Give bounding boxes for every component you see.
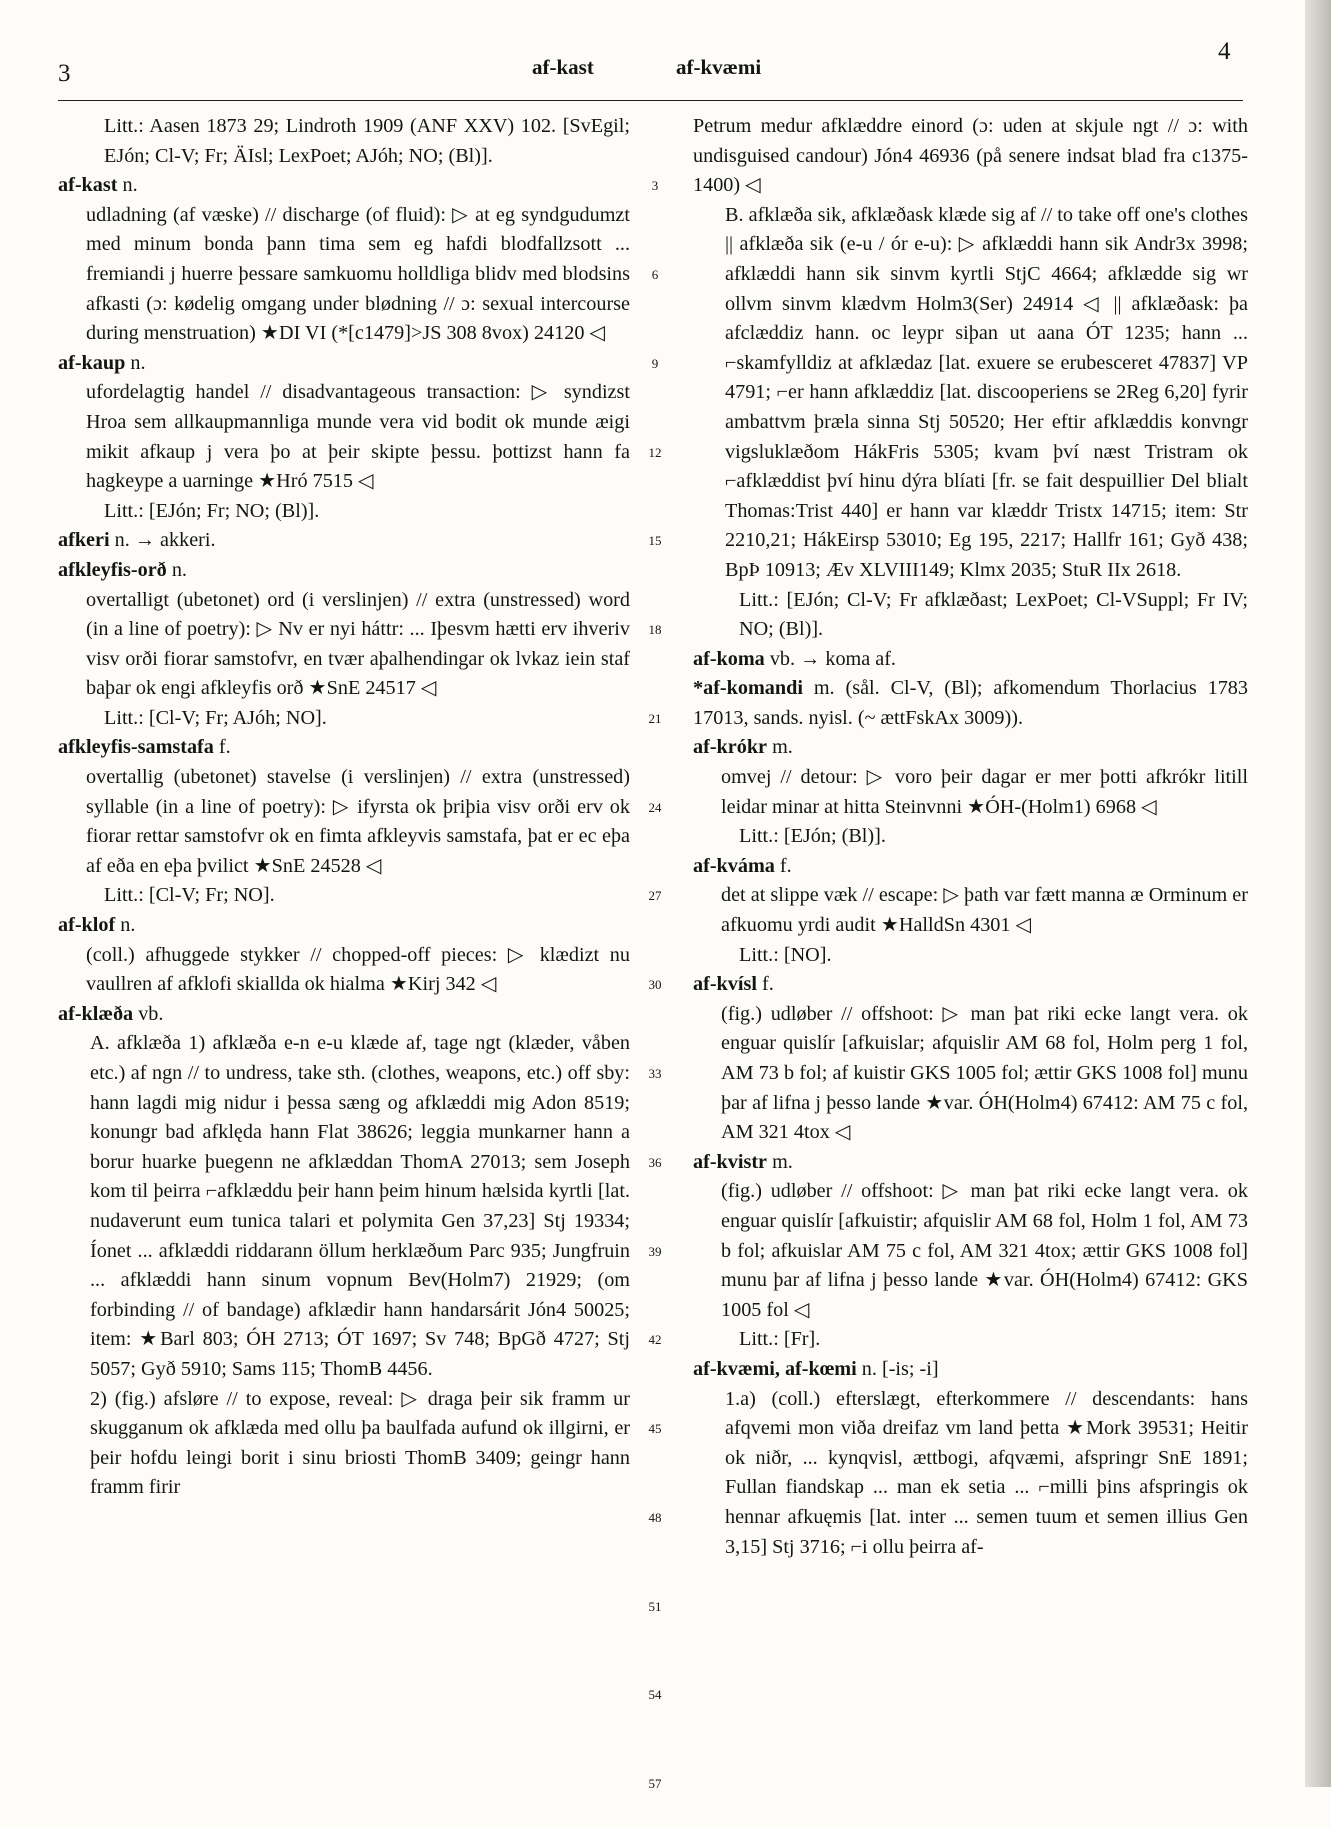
line-number [640, 733, 670, 763]
line-number [640, 1089, 670, 1119]
entry-body: n. [117, 174, 138, 197]
line-number [640, 1355, 670, 1385]
entry-text [58, 763, 630, 881]
line-number [640, 1000, 670, 1030]
entry-body: n. → akkeri. [109, 529, 216, 552]
entry-text [693, 1000, 1248, 1148]
line-number [640, 142, 670, 172]
entry-body: m. (sål. Cl-V, (Bl); afkomendum Thorlacius 1783 17013, sands. nyisl. (~ ættFskAx 3009)). [693, 677, 1248, 729]
line-number [640, 1296, 670, 1326]
line-number [640, 911, 670, 941]
dictionary-entry [693, 1355, 1248, 1385]
dictionary-entry [693, 733, 1248, 763]
line-number [640, 1029, 670, 1059]
line-number [640, 1266, 670, 1296]
entry-body: m. [767, 1150, 793, 1173]
entry-body: det at slippe væk // escape: ▷ þath var fætt manna æ Orminum er afkuomu yrdi audit ★HalldSn 4301 ◁ [721, 884, 1248, 937]
guide-word-right: af-kvæmi [676, 55, 762, 79]
headword: afkeri [58, 529, 110, 552]
headword: af-kváma [693, 854, 775, 877]
line-number [640, 467, 670, 497]
headword: af-kvistr [693, 1150, 768, 1173]
page-edge [1305, 0, 1331, 1787]
entry-body: Litt.: [NO]. [739, 943, 832, 966]
headword: af-klæða [58, 1002, 134, 1025]
entry-text [58, 112, 630, 171]
headword: af-koma [693, 647, 765, 670]
entry-body: Litt.: [EJón; (Bl)]. [739, 825, 886, 848]
entry-text [693, 112, 1248, 201]
entry-body: f. [756, 973, 774, 996]
entry-text [693, 763, 1248, 822]
entry-body: n. [-is; -i] [856, 1357, 939, 1380]
line-number [640, 1710, 670, 1740]
dictionary-entry [58, 526, 630, 556]
line-number: 30 [648, 977, 662, 993]
entry-text [693, 1177, 1248, 1325]
entry-body: overtalligt (ubetonet) ord (i verslinjen) // extra (unstressed) word (in a line of poetry): ▷ Nv er nyi háttr: ... Iþesvm hætti erv ihveriv visv orði fiorar samstofvr, en tvær aþalhendingar ok lvkaz iein staf baþar ok engi afkleyfis orð ★SnE 24517 ◁ [86, 588, 630, 700]
entry-text [58, 201, 630, 349]
headword: *af-komandi [693, 677, 803, 700]
line-number [640, 1740, 670, 1770]
line-number [640, 556, 670, 586]
left-column [58, 112, 630, 1503]
entry-body: A. afklæða 1) afklæða e-n e-u klæde af, tage ngt (klæder, våben etc.) af ngn // to undress, take sth. (clothes, weapons, etc.) off sby: hann lagdi mig nidur i þessa sæng og afklæddi mig Adon 8519; konungr bad afklęda hann Flat 38626; leggia munkarner hann a borur huarke þuegenn ne afklæddan ThomA 27013; sem Joseph kom til þeirra ⌐afklæddu þeir hann þeim hinum hælsida kyrtli [lat. nudaverunt eum tunica talari et polymita Gen 37,23] Stj 19334; Íonet ... afklæddi riddarann öllum herklæðum Parc 935; Jungfruin ... afklæddi hann sinum vopnum Bev(Holm7) 21929; (om forbinding // of bandage) afklædir hann handarsárit Jón4 50025; item: ★Barl 803; ÓH 2713; ÓT 1697; Sv 748; BpGð 4727; Stj 5057; Gyð 5910; Sams 115; ThomB 4456. [90, 1032, 630, 1380]
dictionary-entry [693, 852, 1248, 882]
headword: af-kvísl [693, 973, 757, 996]
entry-body: omvej // detour: ▷ voro þeir dagar er mer þotti afkrókr litill leidar minar at hitta Steinvnni ★ÓH-(Holm1) 6968 ◁ [721, 766, 1248, 818]
line-number [640, 1651, 670, 1681]
entry-body: 2) (fig.) afsløre // to expose, reveal: ▷ draga þeir sik framm ur skugganum ok afklæda med ollu þa baulfada aufund ok illgirni, er þeir hofdu leingi borit i sinu briosti ThomB 3409; geingr hann framm firir [90, 1387, 630, 1499]
line-number [640, 1118, 670, 1148]
entry-text [58, 497, 630, 527]
line-number [640, 1473, 670, 1503]
line-number [640, 1562, 670, 1592]
line-number [640, 408, 670, 438]
entry-body: (coll.) afhuggede stykker // chopped-off pieces: ▷ klædizt nu vaullren af afklofi skiallda ok hialma ★Kirj 342 ◁ [86, 943, 630, 996]
line-number [640, 822, 670, 852]
entry-text [58, 941, 630, 1000]
line-number [640, 1385, 670, 1415]
line-number: 54 [648, 1687, 662, 1703]
entry-body: Litt.: [Fr]. [739, 1328, 821, 1351]
guide-word-left: af-kast [532, 55, 594, 79]
dictionary-entry [693, 674, 1248, 733]
entry-body: vb. [133, 1002, 164, 1025]
dictionary-entry [58, 1000, 630, 1030]
line-number: 42 [648, 1332, 662, 1348]
line-number: 45 [648, 1421, 662, 1437]
line-number [640, 319, 670, 349]
line-number [640, 497, 670, 527]
line-number: 33 [648, 1066, 662, 1081]
line-number [640, 941, 670, 971]
entry-text [58, 378, 630, 496]
entry-body: n. [166, 558, 187, 581]
line-number: 36 [648, 1154, 662, 1170]
line-number [640, 290, 670, 320]
entry-body: f. [213, 736, 231, 759]
line-numbers [640, 112, 670, 1828]
entry-text [693, 1385, 1248, 1563]
entry-body: Litt.: [Cl-V; Fr; AJóh; NO]. [104, 706, 327, 729]
page-header [0, 0, 1300, 110]
line-number: 3 [651, 178, 659, 194]
line-number: 27 [648, 888, 662, 904]
dictionary-entry [58, 349, 630, 379]
entry-body: Litt.: Aasen 1873 29; Lindroth 1909 (ANF XXV) 102. [SvEgil; EJón; Cl-V; Fr; ÄIsl; LexPoet; AJóh; NO; (Bl)]. [104, 115, 630, 167]
entry-body: Litt.: [EJón; Cl-V; Fr afklæðast; LexPoet; Cl-VSuppl; Fr IV; NO; (Bl)]. [739, 588, 1248, 641]
headword: af-klof [58, 914, 116, 937]
line-number: 15 [648, 533, 662, 549]
line-number: 57 [648, 1776, 662, 1792]
entry-body: udladning (af væske) // discharge (of fluid): ▷ at eg syndgudumzt med minum bonda þann tima sem eg hafdi blodfallzsott ... fremiandi j huerre þessare samkuomu holldliga blidv med blodsins afkasti (ɔ: kødelig omgang under blødning // ɔ: sexual intercourse during menstruation) ★DI VI (*[c1479]>JS 308 8vox) 24120 ◁ [86, 203, 630, 345]
dictionary-entry [58, 911, 630, 941]
entry-body: m. [767, 736, 793, 759]
page-number-left: 3 [58, 60, 71, 87]
line-number [640, 230, 670, 260]
entry-body: overtallig (ubetonet) stavelse (i verslinjen) // extra (unstressed) syllable (in a line of poetry): ▷ ifyrsta ok þriþia visv orði erv ok fiorar rettar samstofvr ok en fimta afkleyvis samstafa, þat er ec eþa af eða en eþa þvilict ★SnE 24528 ◁ [86, 766, 630, 877]
line-number [640, 852, 670, 882]
page-number-right: 4 [1218, 38, 1231, 65]
dictionary-entry [58, 171, 630, 201]
headword: af-kaup [58, 351, 126, 374]
line-number [640, 1621, 670, 1651]
line-number: 12 [648, 444, 662, 460]
entry-text [693, 941, 1248, 971]
headword: af-krókr [693, 736, 768, 759]
entry-text [693, 1325, 1248, 1355]
line-number: 24 [648, 799, 662, 815]
right-column [693, 112, 1248, 1562]
dictionary-entry [693, 970, 1248, 1000]
entry-text [58, 1385, 630, 1503]
dictionary-entry [58, 556, 630, 586]
line-number: 21 [648, 710, 662, 726]
entry-body: f. [774, 854, 792, 877]
line-number [640, 112, 670, 142]
dictionary-entry [693, 645, 1248, 675]
headword: af-kvæmi, af-kœmi [693, 1357, 857, 1380]
line-number: 9 [651, 355, 659, 371]
header-rule [58, 100, 1243, 101]
line-number [640, 674, 670, 704]
headword: afkleyfis-orð [58, 558, 167, 581]
entry-text [58, 586, 630, 704]
entry-text [693, 822, 1248, 852]
entry-text [58, 881, 630, 911]
entry-text [58, 1029, 630, 1384]
dictionary-entry [58, 733, 630, 763]
line-number [640, 763, 670, 793]
line-number: 51 [648, 1598, 662, 1614]
entry-body: Litt.: [EJón; Fr; NO; (Bl)]. [104, 499, 320, 522]
entry-text [58, 704, 630, 734]
entry-text [693, 881, 1248, 940]
headword: afkleyfis-samstafa [58, 736, 214, 759]
headword: af-kast [58, 174, 118, 197]
line-number: 39 [648, 1243, 662, 1259]
line-number [640, 1177, 670, 1207]
line-number [640, 586, 670, 616]
line-number [640, 378, 670, 408]
line-number [640, 1444, 670, 1474]
entry-body: 1.a) (coll.) efterslægt, efterkommere // descendants: hans afqvemi mon viða dreifaz vm land þetta ★Mork 39531; Heitir ok niðr, ... kynqvisl, ættbogi, afqvæmi, afspringr SnE 1891; Fullan fiandskap ... man ek setia ... ⌐milli þins afspringis ok hennar afkuęmis [lat. inter ... semen tuum et semen illius Gen 3,15] Stj 3716; ⌐i ollu þeirra af- [725, 1387, 1248, 1558]
entry-body: Litt.: [Cl-V; Fr; NO]. [104, 884, 275, 907]
line-number [640, 645, 670, 675]
line-number: 48 [648, 1509, 662, 1525]
entry-body: vb. → koma af. [764, 647, 896, 670]
entry-body: n. [115, 914, 136, 937]
entry-body: (fig.) udløber // offshoot: ▷ man þat riki ecke langt vera. ok enguar quislír [afkuislar; afquislir AM 68 fol, Holm perg 1 fol, AM 73 b fol; af kuistir GKS 1005 fol; ættir GKS 1008 fol] munu þar af lifna j þesso lande ★var. ÓH(Holm4) 67412: AM 75 c fol, AM 321 4tox ◁ [721, 1002, 1248, 1144]
entry-text [693, 201, 1248, 586]
line-number [640, 1533, 670, 1563]
line-number: 6 [651, 266, 659, 282]
entry-body: (fig.) udløber // offshoot: ▷ man þat riki ecke langt vera. ok enguar quislír [afkuistir; afquislir AM 68 fol, Holm 1 fol, AM 73 b fol; afkuislar AM 75 c fol, AM 321 4tox; ættir GKS 1008 fol] munu þar af lifna j þesso lande ★var. ÓH(Holm4) 67412: GKS 1005 fol ◁ [721, 1180, 1248, 1321]
line-number: 18 [648, 622, 662, 638]
dictionary-entry [693, 1148, 1248, 1178]
entry-body: n. [125, 351, 146, 374]
entry-text [693, 586, 1248, 645]
entry-body: B. afklæða sik, afklæðask klæde sig af // to take off one's clothes || afklæða sik (e-u / ór e-u): ▷ afklæddi hann sik Andr3x 3998; afklæddi hann sik sinvm kyrtli StjC 4664; afklædde sig wr ollvm sinvm klædvm Holm3(Ser) 24914 ◁ || afklæðask: þa afclæddiz hann. oc leypr siþan ut aana ÓT 1235; hann ... ⌐skamfylldiz at afklædaz [lat. exuere se erubesceret 47837] VP 4791; ⌐er hann afklæddiz [lat. discooperiens se 2Reg 6,20] fyrir ambattvm þræla sinna Stj 50520; Her eftir afklæddis konvngr vigsluklæðom HákFris 5305; kvam því næst Tristram ok ⌐afklæddist því hinu dýra blíati [fr. se fait despuillier Del blialt Thomas:Trist 440] er hann var klæddr Tristx 14715; item: Str 2210,21; HákEirsp 53010; Eg 195, 2217; Hallfr 161; Gyð 438; BpÞ 10913; Æv XLVIII149; Klmx 2035; StuR IIx 2618. [725, 203, 1248, 581]
line-number [640, 1207, 670, 1237]
entry-body: ufordelagtig handel // disadvantageous transaction: ▷ syndizst Hroa sem allkaupmannliga munde vera vid bodit ok munde æigi mikit afkaup j vera þo at þeir skipte þessu. þottizst hann fa hagkeype a uarninge ★Hró 7515 ◁ [86, 381, 630, 493]
entry-body: Petrum medur afklæddre einord (ɔ: uden at skjule ngt // ɔ: with undisguised candour) Jón4 46936 (på senere indsat blad fra c1375-1400) ◁ [693, 115, 1248, 197]
line-number [640, 201, 670, 231]
line-number [640, 1799, 670, 1828]
